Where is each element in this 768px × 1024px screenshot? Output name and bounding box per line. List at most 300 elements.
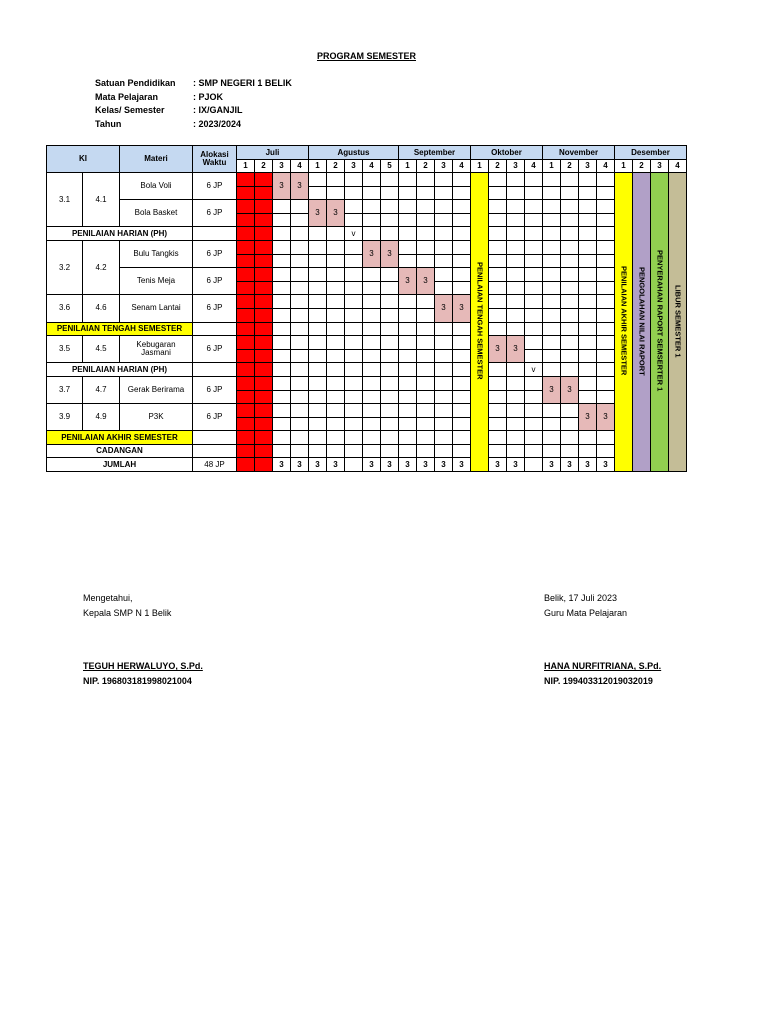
week-cell: [291, 322, 309, 336]
week-cell: [255, 295, 273, 309]
jp-cell: 3: [363, 240, 381, 267]
info-label: Satuan Pendidikan: [95, 78, 176, 88]
jp-cell: 3: [435, 295, 453, 322]
month-header: November: [543, 146, 615, 160]
week-cell: [291, 227, 309, 241]
week-cell: [525, 404, 543, 418]
jp-cell: 3: [309, 200, 327, 227]
jumlah-cell: 3: [453, 458, 471, 472]
week-number: 2: [489, 160, 507, 173]
week-cell: [255, 308, 273, 322]
week-cell: [435, 363, 453, 377]
week-number: 1: [237, 160, 255, 173]
week-cell: [579, 240, 597, 254]
jumlah-cell: 3: [291, 458, 309, 472]
week-cell: [363, 322, 381, 336]
week-cell: [597, 200, 615, 214]
week-cell: [237, 390, 255, 404]
week-cell: [489, 390, 507, 404]
materi-cell: Bulu Tangkis: [120, 240, 193, 267]
week-cell: [435, 431, 453, 445]
week-cell: [435, 349, 453, 363]
row-label-total: JUMLAH: [47, 458, 193, 472]
sig-right-nip: NIP. 199403312019032019: [544, 676, 653, 686]
week-cell: [399, 390, 417, 404]
week-number: 3: [579, 160, 597, 173]
week-cell: [489, 404, 507, 418]
materi-cell: Gerak Berirama: [120, 376, 193, 403]
week-cell: [363, 444, 381, 458]
week-cell: [273, 254, 291, 268]
row-label-highlight: PENILAIAN AKHIR SEMESTER: [47, 431, 193, 445]
week-cell: [525, 200, 543, 214]
week-number: 2: [561, 160, 579, 173]
ki-cell: 4.5: [83, 336, 120, 363]
week-cell: [561, 200, 579, 214]
week-cell: [525, 268, 543, 282]
week-cell: [561, 240, 579, 254]
week-cell: [525, 173, 543, 187]
week-number: 4: [669, 160, 687, 173]
week-cell: [417, 200, 435, 214]
jumlah-cell: [345, 458, 363, 472]
week-cell: [381, 281, 399, 295]
week-cell: [237, 444, 255, 458]
table-row: [47, 376, 687, 390]
week-cell: [507, 308, 525, 322]
week-cell: [345, 254, 363, 268]
week-cell: [309, 376, 327, 390]
week-cell: [399, 363, 417, 377]
week-cell: [309, 240, 327, 254]
week-cell: [399, 417, 417, 431]
waktu-cell: 6 JP: [193, 295, 237, 322]
jumlah-cell: [255, 458, 273, 472]
week-cell: [363, 349, 381, 363]
table-row: [47, 363, 687, 377]
week-number: 4: [453, 160, 471, 173]
week-cell: [255, 268, 273, 282]
week-cell: [309, 390, 327, 404]
week-cell: [489, 444, 507, 458]
week-cell: [417, 390, 435, 404]
page-title: PROGRAM SEMESTER: [316, 51, 416, 61]
table-row: [47, 431, 687, 445]
week-cell: [597, 322, 615, 336]
table-row: [47, 458, 687, 472]
sig-left-nip: NIP. 196803181998021004: [83, 676, 192, 686]
waktu-cell: [193, 363, 237, 377]
week-cell: [453, 349, 471, 363]
week-cell: [291, 240, 309, 254]
week-cell: [255, 444, 273, 458]
week-cell: [507, 227, 525, 241]
week-number: 1: [615, 160, 633, 173]
week-cell: [579, 173, 597, 187]
week-cell: [453, 404, 471, 418]
week-cell: [291, 376, 309, 390]
week-cell: [543, 336, 561, 350]
week-cell: [399, 254, 417, 268]
week-cell: [489, 240, 507, 254]
week-cell: [543, 186, 561, 200]
week-cell: [453, 254, 471, 268]
week-cell: [399, 295, 417, 309]
week-cell: [597, 173, 615, 187]
week-cell: [417, 336, 435, 350]
week-cell: [291, 390, 309, 404]
week-cell: [435, 417, 453, 431]
week-cell: [489, 322, 507, 336]
week-number: 3: [651, 160, 669, 173]
week-cell: [543, 268, 561, 282]
ki-cell: 4.6: [83, 295, 120, 322]
jumlah-cell: 3: [363, 458, 381, 472]
week-cell: [579, 268, 597, 282]
week-number: 3: [435, 160, 453, 173]
week-cell: [453, 281, 471, 295]
week-cell: [345, 173, 363, 187]
waktu-cell: 6 JP: [193, 240, 237, 267]
week-cell: [273, 390, 291, 404]
week-cell: [345, 308, 363, 322]
week-cell: [327, 390, 345, 404]
week-cell: [327, 376, 345, 390]
week-cell: [363, 173, 381, 187]
ki-cell: 4.2: [83, 240, 120, 294]
week-cell: [327, 186, 345, 200]
week-cell: [309, 336, 327, 350]
week-cell: [453, 268, 471, 282]
week-cell: [381, 404, 399, 418]
week-cell: [273, 308, 291, 322]
week-cell: [399, 322, 417, 336]
week-cell: [345, 363, 363, 377]
table-row: [47, 444, 687, 458]
week-cell: [255, 431, 273, 445]
week-cell: [561, 349, 579, 363]
week-cell: [291, 295, 309, 309]
week-cell: [327, 404, 345, 418]
week-cell: [327, 349, 345, 363]
week-cell: [273, 295, 291, 309]
week-cell: [255, 376, 273, 390]
week-cell: [255, 227, 273, 241]
week-cell: [363, 186, 381, 200]
week-cell: [273, 322, 291, 336]
week-cell: [561, 281, 579, 295]
week-cell: [561, 431, 579, 445]
week-cell: [273, 349, 291, 363]
ki-cell: 4.1: [83, 173, 120, 227]
week-cell: [237, 322, 255, 336]
materi-line: Jasmani: [141, 348, 171, 358]
month-header: Juli: [237, 146, 309, 160]
waktu-cell: [193, 322, 237, 336]
week-cell: [579, 376, 597, 390]
week-cell: [237, 295, 255, 309]
week-cell: [399, 213, 417, 227]
week-cell: [417, 240, 435, 254]
week-cell: [525, 254, 543, 268]
week-cell: [579, 227, 597, 241]
week-cell: [525, 431, 543, 445]
week-cell: [543, 431, 561, 445]
week-cell: [273, 268, 291, 282]
week-cell: [417, 295, 435, 309]
week-cell: [489, 254, 507, 268]
week-cell: [345, 336, 363, 350]
week-cell: [435, 240, 453, 254]
week-cell: [507, 363, 525, 377]
week-cell: [399, 349, 417, 363]
ki-cell: 4.9: [83, 404, 120, 431]
week-cell: [273, 363, 291, 377]
week-cell: [399, 431, 417, 445]
week-cell: [597, 227, 615, 241]
week-cell: [507, 200, 525, 214]
week-cell: [273, 281, 291, 295]
week-cell: [327, 295, 345, 309]
week-cell: [579, 295, 597, 309]
week-cell: [363, 295, 381, 309]
vertical-label-text: PENILAIAN AKHIR SEMESTER: [619, 266, 629, 376]
waktu-cell: 6 JP: [193, 200, 237, 227]
week-cell: [363, 308, 381, 322]
jumlah-cell: 3: [273, 458, 291, 472]
jp-cell: 3: [291, 173, 309, 200]
week-cell: [417, 254, 435, 268]
week-cell: [363, 376, 381, 390]
week-cell: [291, 254, 309, 268]
header-materi: Materi: [120, 146, 193, 173]
week-cell: [237, 173, 255, 187]
week-cell: [561, 186, 579, 200]
sig-right-name: HANA NURFITRIANA, S.Pd.: [544, 661, 662, 671]
week-cell: [345, 295, 363, 309]
materi-cell: [120, 336, 193, 363]
week-cell: [255, 254, 273, 268]
waktu-cell: 6 JP: [193, 336, 237, 363]
week-cell: [381, 200, 399, 214]
week-cell: [435, 281, 453, 295]
row-label: PENILAIAN HARIAN (PH): [47, 363, 193, 377]
week-cell: [381, 186, 399, 200]
week-cell: [543, 281, 561, 295]
ki-cell: 3.9: [47, 404, 83, 431]
jumlah-cell: 3: [417, 458, 435, 472]
vertical-label-pts: [471, 173, 489, 472]
jumlah-cell: 3: [543, 458, 561, 472]
row-label-highlight: PENILAIAN TENGAH SEMESTER: [47, 322, 193, 336]
week-cell: [435, 254, 453, 268]
week-cell: [579, 431, 597, 445]
week-cell: [417, 227, 435, 241]
week-cell: [237, 268, 255, 282]
week-cell: [417, 417, 435, 431]
jumlah-cell: 3: [597, 458, 615, 472]
ki-cell: 4.7: [83, 376, 120, 403]
week-cell: [525, 444, 543, 458]
week-cell: [327, 308, 345, 322]
waktu-cell: 6 JP: [193, 376, 237, 403]
week-cell: [345, 200, 363, 214]
week-number: 4: [525, 160, 543, 173]
week-cell: [363, 431, 381, 445]
week-cell: [543, 173, 561, 187]
week-cell: [309, 417, 327, 431]
week-number: 2: [327, 160, 345, 173]
week-cell: [381, 322, 399, 336]
week-cell: [579, 349, 597, 363]
table-row: [47, 336, 687, 350]
week-cell: [237, 200, 255, 214]
table-row: [47, 268, 687, 282]
week-cell: [417, 213, 435, 227]
week-cell: [381, 444, 399, 458]
week-cell: [255, 404, 273, 418]
week-number: 1: [471, 160, 489, 173]
week-cell: [543, 227, 561, 241]
week-cell: [561, 308, 579, 322]
week-cell: [309, 227, 327, 241]
week-cell: [543, 363, 561, 377]
week-cell: [453, 363, 471, 377]
week-cell: [327, 417, 345, 431]
jumlah-cell: 3: [579, 458, 597, 472]
waktu-cell: 6 JP: [193, 173, 237, 200]
week-cell: [417, 173, 435, 187]
week-cell: [579, 390, 597, 404]
week-cell: [561, 213, 579, 227]
vertical-label-libur: [669, 173, 687, 472]
week-cell: [417, 308, 435, 322]
week-cell: [327, 268, 345, 282]
week-cell: [597, 254, 615, 268]
week-cell: [453, 240, 471, 254]
info-value: : PJOK: [193, 91, 224, 102]
materi-cell: Bola Basket: [120, 200, 193, 227]
info-block: [95, 77, 292, 131]
week-cell: [507, 186, 525, 200]
week-cell: [399, 404, 417, 418]
week-cell: [525, 390, 543, 404]
week-cell: [309, 281, 327, 295]
week-cell: [255, 349, 273, 363]
waktu-cell: [193, 431, 237, 445]
materi-cell: P3K: [120, 404, 193, 431]
sig-left-line2: Kepala SMP N 1 Belik: [83, 608, 172, 618]
week-cell: [381, 363, 399, 377]
week-cell: [507, 322, 525, 336]
week-cell: [291, 268, 309, 282]
week-cell: [435, 173, 453, 187]
week-cell: [597, 308, 615, 322]
month-header: Desember: [615, 146, 687, 160]
week-cell: [561, 336, 579, 350]
week-cell: [579, 254, 597, 268]
week-cell: [579, 336, 597, 350]
week-cell: [507, 254, 525, 268]
week-cell: [507, 431, 525, 445]
week-cell: [597, 376, 615, 390]
week-cell: [381, 213, 399, 227]
week-cell: [327, 254, 345, 268]
table-row: [47, 200, 687, 214]
week-cell: [525, 213, 543, 227]
table-row: [47, 173, 687, 187]
header-row-months: [47, 146, 687, 160]
week-cell: [291, 363, 309, 377]
week-cell: [507, 404, 525, 418]
week-cell: [345, 281, 363, 295]
week-cell: [381, 308, 399, 322]
jumlah-cell: 3: [381, 458, 399, 472]
week-cell: [291, 444, 309, 458]
sig-left-line1: Mengetahui,: [83, 593, 133, 603]
week-cell: [237, 254, 255, 268]
week-cell: [453, 444, 471, 458]
week-cell: [291, 417, 309, 431]
ki-cell: 3.6: [47, 295, 83, 322]
week-cell: [345, 444, 363, 458]
week-cell: [255, 173, 273, 187]
assessment-mark: v: [345, 227, 363, 241]
week-cell: [579, 186, 597, 200]
header-alokasi-line1: Alokasi: [200, 150, 229, 159]
row-label: PENILAIAN HARIAN (PH): [47, 227, 193, 241]
week-cell: [543, 322, 561, 336]
week-cell: [273, 444, 291, 458]
week-cell: [363, 404, 381, 418]
week-cell: [363, 213, 381, 227]
week-cell: [309, 173, 327, 187]
table-row: [47, 240, 687, 254]
week-cell: [561, 227, 579, 241]
week-cell: [525, 336, 543, 350]
week-cell: [525, 376, 543, 390]
header-alokasi: [193, 146, 237, 173]
jumlah-cell: 3: [327, 458, 345, 472]
week-cell: [489, 268, 507, 282]
week-cell: [543, 240, 561, 254]
jumlah-cell: 3: [489, 458, 507, 472]
week-cell: [453, 200, 471, 214]
week-cell: [381, 390, 399, 404]
week-cell: [561, 173, 579, 187]
week-cell: [237, 308, 255, 322]
week-cell: [237, 227, 255, 241]
week-cell: [543, 213, 561, 227]
week-cell: [363, 200, 381, 214]
week-cell: [291, 200, 309, 214]
week-cell: [237, 240, 255, 254]
week-cell: [381, 417, 399, 431]
week-cell: [345, 417, 363, 431]
week-cell: [327, 281, 345, 295]
week-cell: [543, 444, 561, 458]
week-cell: [525, 417, 543, 431]
week-cell: [597, 213, 615, 227]
week-cell: [309, 186, 327, 200]
week-cell: [309, 295, 327, 309]
jumlah-cell: [525, 458, 543, 472]
week-cell: [363, 417, 381, 431]
week-cell: [489, 376, 507, 390]
week-cell: [237, 363, 255, 377]
week-cell: [435, 268, 453, 282]
week-cell: [489, 308, 507, 322]
